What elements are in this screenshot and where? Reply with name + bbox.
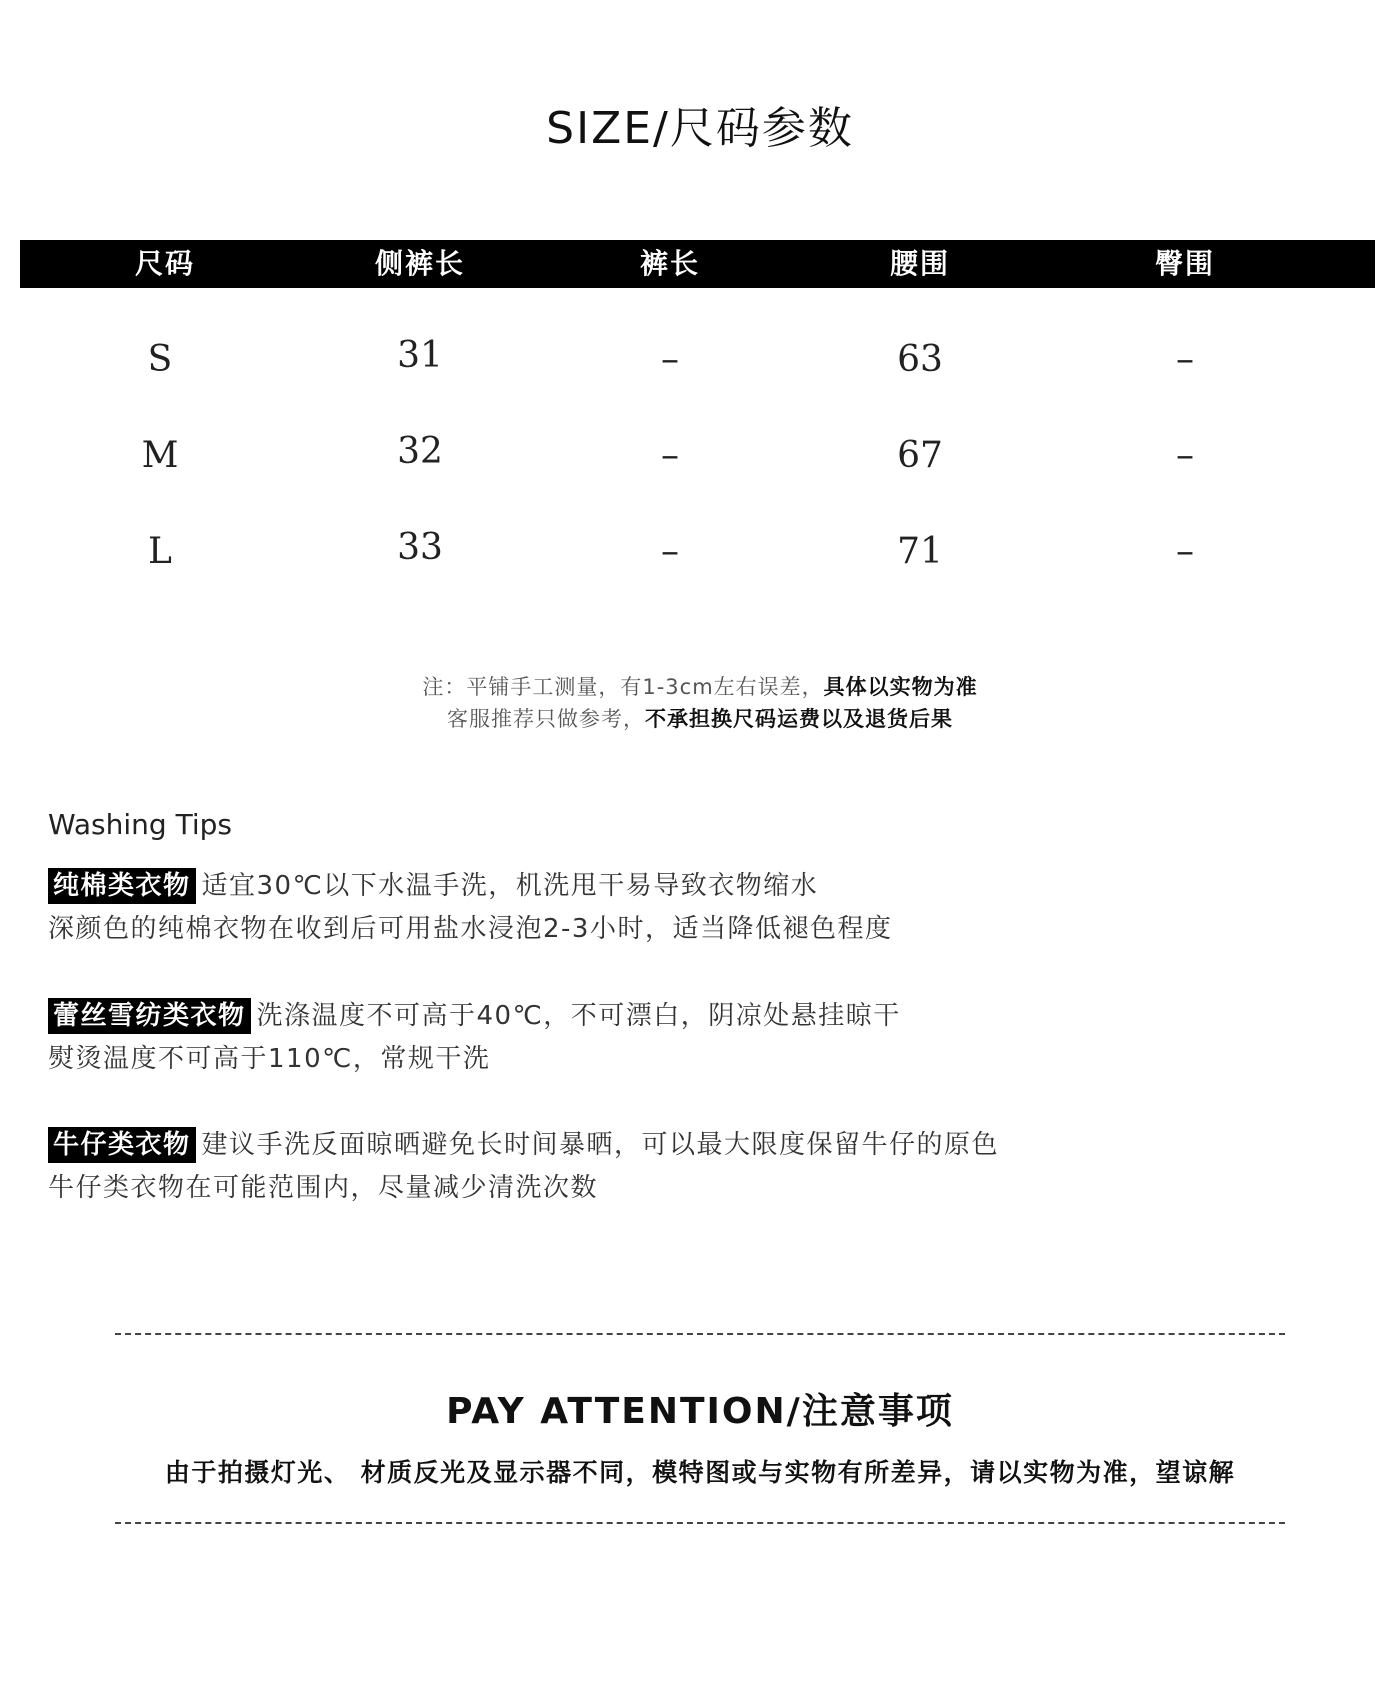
cell-hip: – xyxy=(1176,531,1194,572)
cell-hip: – xyxy=(1176,435,1194,476)
tip-tag: 纯棉类衣物 xyxy=(48,868,196,904)
page-title: SIZE/尺码参数 xyxy=(546,103,854,154)
cell-pants-length: – xyxy=(661,435,679,476)
tip-lace-line1 xyxy=(48,998,901,1034)
cell-side-length: 31 xyxy=(397,335,443,376)
header-side-length: 侧裤长 xyxy=(374,247,465,280)
note-line2-emphasis: 不承担换尺码运费以及退货后果 xyxy=(645,707,953,731)
tip-text: 洗涤温度不可高于40℃，不可漂白，阴凉处悬挂晾干 xyxy=(256,1001,901,1031)
cell-side-length: 33 xyxy=(397,527,443,568)
service-note xyxy=(0,703,1400,735)
size-table-header xyxy=(20,240,1375,288)
note-line1-emphasis: 具体以实物为准 xyxy=(823,675,978,699)
header-size: 尺码 xyxy=(134,247,195,280)
washing-tips-heading: Washing Tips xyxy=(48,808,232,841)
tip-tag: 蕾丝雪纺类衣物 xyxy=(48,998,251,1034)
header-pants-length: 裤长 xyxy=(639,247,700,280)
attention-text: 由于拍摄灯光、 材质反光及显示器不同，模特图或与实物有所差异，请以实物为准，望谅解 xyxy=(164,1458,1236,1487)
header-hip: 臀围 xyxy=(1154,247,1215,280)
attention-title: PAY ATTENTION/注意事项 xyxy=(446,1391,954,1432)
tip-cotton-line2: 深颜色的纯棉衣物在收到后可用盐水浸泡2-3小时，适当降低褪色程度 xyxy=(48,914,893,944)
cell-waist: 67 xyxy=(897,435,943,476)
table-row xyxy=(20,522,1375,582)
tip-denim-line2: 牛仔类衣物在可能范围内，尽量减少清洗次数 xyxy=(48,1173,599,1203)
divider-top xyxy=(115,1333,1285,1335)
cell-size: L xyxy=(148,531,172,572)
cell-waist: 63 xyxy=(897,339,943,380)
cell-side-length: 32 xyxy=(397,431,443,472)
cell-pants-length: – xyxy=(661,531,679,572)
tip-text: 适宜30℃以下水温手洗，机洗甩干易导致衣物缩水 xyxy=(201,871,819,901)
measurement-note xyxy=(0,671,1400,703)
cell-size: S xyxy=(147,339,173,380)
tip-lace-line2: 熨烫温度不可高于110℃，常规干洗 xyxy=(48,1044,491,1074)
note-line2-text: 客服推荐只做参考， xyxy=(447,707,645,731)
cell-pants-length: – xyxy=(661,339,679,380)
tip-denim-line1 xyxy=(48,1127,999,1163)
table-row xyxy=(20,330,1375,390)
divider-bottom xyxy=(115,1522,1285,1524)
tip-tag: 牛仔类衣物 xyxy=(48,1127,196,1163)
cell-hip: – xyxy=(1176,339,1194,380)
table-row xyxy=(20,426,1375,486)
header-waist: 腰围 xyxy=(889,247,950,280)
cell-waist: 71 xyxy=(897,531,943,572)
tip-cotton-line1 xyxy=(48,868,818,904)
tip-text: 建议手洗反面晾晒避免长时间暴晒，可以最大限度保留牛仔的原色 xyxy=(201,1130,1000,1160)
note-line1-text: 注：平铺手工测量，有1-3cm左右误差， xyxy=(422,675,824,699)
cell-size: M xyxy=(141,435,179,476)
